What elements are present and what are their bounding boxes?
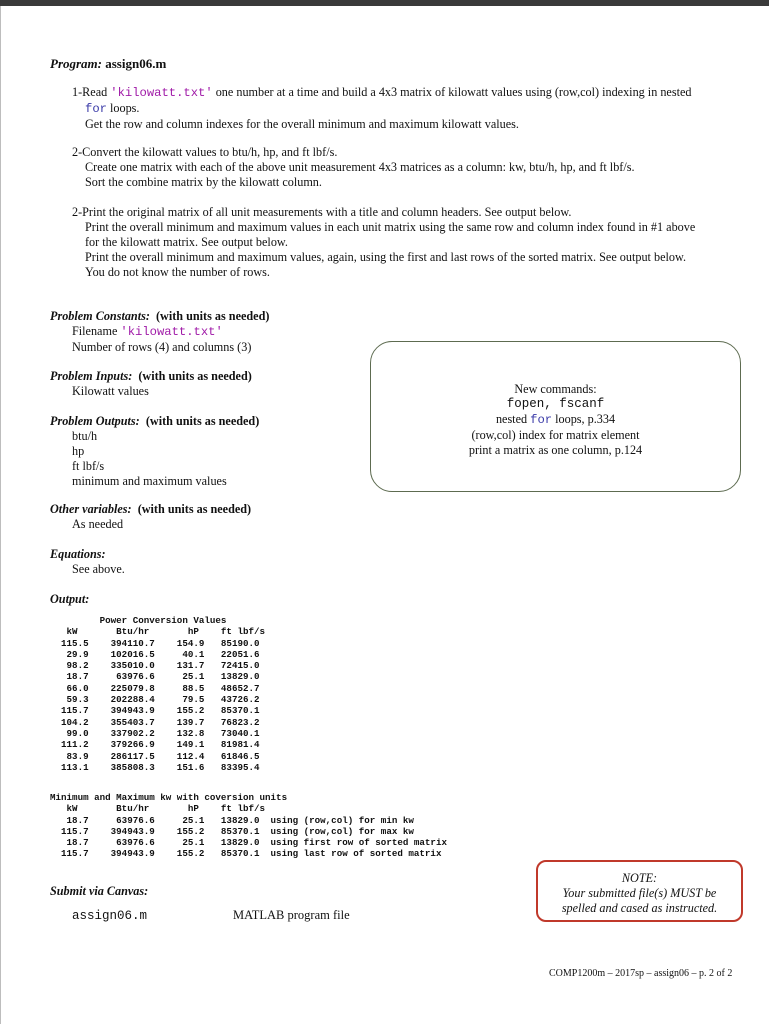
table-row: 99.0 337902.2 132.8 73040.1 (50, 727, 260, 739)
console-output-table (50, 615, 265, 773)
submit-heading: Submit via Canvas: (50, 884, 149, 898)
console-title: Power Conversion Values (50, 615, 227, 626)
minmax-title: Minimum and Maximum kw with coversion units (50, 792, 288, 803)
new-commands-index: (row,col) index for matrix element (471, 428, 640, 442)
equations: Equations: See above. (50, 547, 125, 576)
table-row: 115.7 394943.9 155.2 85370.1 (50, 705, 260, 717)
table-row: 111.2 379266.9 149.1 81981.4 (50, 739, 260, 751)
table-row: 83.9 286117.5 112.4 61846.5 (50, 750, 260, 762)
table-row: 98.2 335010.0 131.7 72415.0 (50, 660, 260, 672)
top-bar (0, 0, 769, 6)
table-row: 18.7 63976.6 25.1 13829.0 using (row,col) for min kw (50, 814, 414, 826)
console-minmax-table (50, 792, 447, 860)
step-1-line-3: Get the row and column indexes for the overall minimum and maximum kilowatt values. (85, 117, 519, 131)
step-3-line-2: Print the overall minimum and maximum values in each unit matrix using the same row and column index found in #1 above (85, 220, 696, 234)
minmax-header: kW Btu/hr hP ft lbf/s (50, 803, 266, 815)
console-header: kW Btu/hr hP ft lbf/s (50, 626, 266, 638)
table-row: 66.0 225079.8 88.5 48652.7 (50, 682, 260, 694)
new-commands-nested: nested for loops, p.334 (495, 412, 616, 427)
table-row: 59.3 202288.4 79.5 43726.2 (50, 694, 260, 706)
note-line-2: spelled and cased as instructed. (561, 901, 718, 915)
step-3-line-5: You do not know the number of rows. (85, 265, 270, 279)
step-1 (72, 85, 691, 132)
step-3-line-1: 2-Print the original matrix of all unit measurements with a title and column headers. See output below. (72, 205, 572, 219)
program-label: Program: (50, 56, 102, 71)
step-3 (72, 205, 695, 280)
step-3-line-4: Print the overall minimum and maximum values, again, using the first and last rows of the sorted matrix. See output below. (85, 250, 687, 264)
step-2 (72, 145, 635, 190)
problem-outputs: Problem Outputs: (with units as needed) btu/h hp ft lbf/s minimum and maximum values (50, 414, 260, 488)
table-row: 18.7 63976.6 25.1 13829.0 using first row of sorted matrix (50, 837, 447, 849)
table-row: 29.9 102016.5 40.1 22051.6 (50, 648, 260, 660)
note-title: NOTE: (621, 871, 658, 885)
table-row: 115.7 394943.9 155.2 85370.1 using (row,col) for max kw (50, 825, 414, 837)
page-left-edge (0, 6, 1, 1024)
problem-inputs: Problem Inputs: (with units as needed) Kilowatt values (50, 369, 252, 398)
step-2-line-1: 2-Convert the kilowatt values to btu/h, hp, and ft lbf/s. (72, 145, 338, 159)
problem-constants: Problem Constants: (with units as needed) Filename 'kilowatt.txt' Number of rows (4) and columns (3) (50, 309, 270, 354)
new-commands-box (370, 341, 741, 492)
submit-section (50, 884, 148, 899)
page-footer: COMP1200m – 2017sp – assign06 – p. 2 of 2 (549, 968, 733, 979)
new-commands-list: fopen, fscanf (506, 397, 605, 411)
program-name: assign06.m (105, 56, 167, 71)
new-commands-print: print a matrix as one column, p.124 (468, 443, 643, 457)
note-line-1: Your submitted file(s) MUST be (562, 886, 717, 900)
submit-file-desc: MATLAB program file (233, 908, 350, 922)
step-1-line-1: 1-Read 'kilowatt.txt' one number at a time and build a 4x3 matrix of kilowatt values using (row,col) indexing in nested (72, 85, 692, 100)
table-row: 104.2 355403.7 139.7 76823.2 (50, 716, 260, 728)
step-1-line-2: for loops. (85, 101, 140, 116)
new-commands-title: New commands: (514, 382, 597, 396)
step-3-line-3: for the kilowatt matrix. See output below. (85, 235, 288, 249)
program-title (50, 56, 166, 72)
step-2-line-2: Create one matrix with each of the above unit measurement 4x3 matrices as a column: kw, btu/h, hp, and ft lbf/s. (85, 160, 635, 174)
table-row: 115.7 394943.9 155.2 85370.1 using last row of sorted matrix (50, 848, 442, 860)
step-2-line-3: Sort the combine matrix by the kilowatt column. (85, 175, 322, 189)
table-row: 18.7 63976.6 25.1 13829.0 (50, 671, 260, 683)
submit-file: assign06.m (72, 909, 148, 923)
other-variables: Other variables: (with units as needed) As needed (50, 502, 252, 531)
note-box (536, 860, 743, 922)
table-row: 113.1 385808.3 151.6 83395.4 (50, 761, 260, 773)
table-row: 115.5 394110.7 154.9 85190.0 (50, 637, 260, 649)
output-heading: Output: (50, 592, 90, 606)
